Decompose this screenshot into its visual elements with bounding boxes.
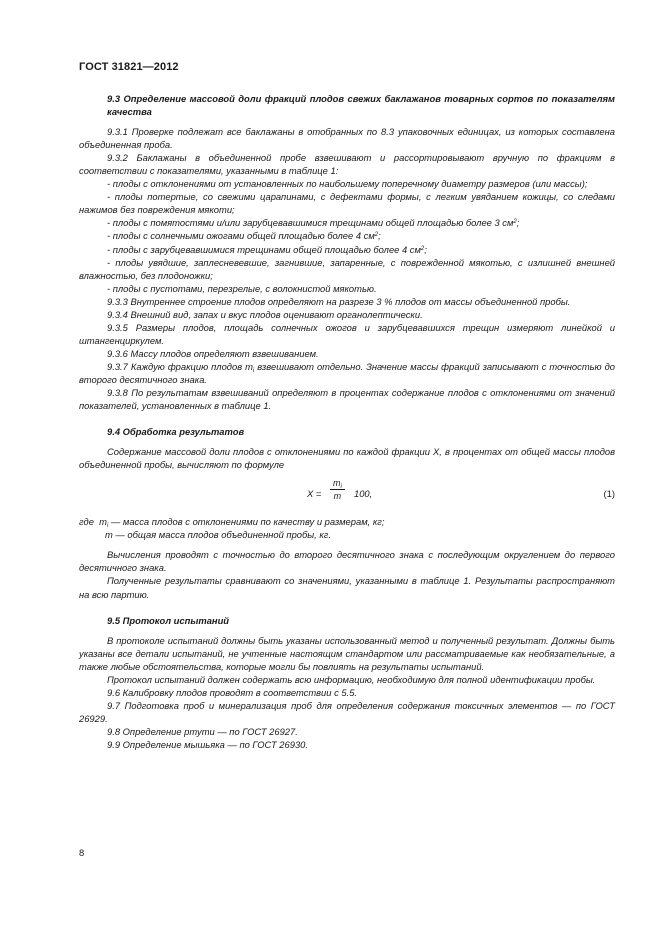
legend-item <box>79 528 615 541</box>
list-item: - плоды с помятостями и/или зарубцевавшимися трещинами общей площадью более 3 $см^2$; <box>107 217 520 229</box>
formula-lhs: X = <box>307 488 322 500</box>
list-item-text: - плоды с помятостями и/или зарубцевавшимися трещинами общей площадью более 3 см <box>107 217 514 229</box>
list-item-text: - плоды с зарубцевавшимися трещинами общей площадью более 4 см <box>107 243 421 255</box>
legend-text: — общая масса плодов объединенной пробы, кг. <box>115 529 332 541</box>
paragraph-9-6: 9.6 Калибровку плодов проводят в соответствии с 5.5. <box>107 686 358 698</box>
paragraph-9-3-2: 9.3.2 Баклажаны в объединенной пробе взвешивают и рассортировывают вручную по фракциям в соответствии с показателями, указанными в таблице 1: <box>79 152 615 177</box>
page-content <box>79 92 615 751</box>
list-item-text: - плоды с солнечными ожогами общей площадью более 4 см <box>107 230 375 242</box>
paragraph-9-4-results: Полученные результаты сравнивают со значениями, указанными в таблице 1. Результаты распространяют на всю партию. <box>79 575 615 600</box>
formula-fraction <box>330 478 345 503</box>
list-item: - плоды с пустотами, перезрелые, с волокнистой мякотью. <box>107 282 377 294</box>
superscript: 2 <box>420 245 425 252</box>
paragraph-9-8: 9.8 Определение ртути — по ГОСТ 26927. <box>107 725 298 737</box>
paragraph-9-4-rounding: Вычисления проводят с точностью до второго десятичного знака с последующим округлением до первого десятичного знака. <box>79 549 615 574</box>
numerator-var: m <box>333 478 341 489</box>
list-item: - плоды с отклонениями от установленных по наибольшему поперечному диаметру размеров (или массы); <box>107 178 588 190</box>
section-9-3-title: 9.3 Определение массовой доли фракций плодов свежих баклажанов товарных сортов по показателям качества <box>107 93 615 118</box>
section-9-4-title: 9.4 Обработка результатов <box>107 426 245 438</box>
paragraph-9-5-1: В протоколе испытаний должны быть указаны использованный метод и полученный результат. Должны быть указаны все детали испытаний, не учтенные настоящим стандартом или рассматриваемые как необязательные, а также любые обстоятельства, которые могли бы повлиять на результаты испытаний. <box>79 634 615 672</box>
paragraph-9-5-2: Протокол испытаний должен содержать всю информацию, необходимую для полной идентификации пробы. <box>107 673 596 685</box>
list-item: - плоды с солнечными ожогами общей площадью более 4 $см^2$; <box>107 230 381 242</box>
legend-var: m <box>105 529 113 541</box>
paragraph-9-3-8: 9.3.8 По результатам взвешиваний определяют в процентах содержание плодов с отклонениями от значений показателей, установленных в таблице 1. <box>79 387 615 412</box>
legend-item <box>79 515 615 528</box>
page-number: 8 <box>79 847 85 858</box>
paragraph-9-3-5: 9.3.5 Размеры плодов, площадь солнечных ожогов и зарубцевавшихся трещин измеряют линейкой и штангенциркулем. <box>79 321 615 346</box>
paragraph-9-3-6: 9.3.6 Массу плодов определяют взвешиванием. <box>107 347 319 359</box>
formula-1 <box>79 478 615 508</box>
superscript: 2 <box>374 232 379 239</box>
paragraph-9-3-3: 9.3.3 Внутреннее строение плодов определяют на разрезе 3 % плодов от массы объединенной пробы. <box>107 295 571 307</box>
text-span: взвешивают отдельно. Значение массы фракций записывают с точностью до второго десятичного знака. <box>79 360 615 385</box>
text-span: 9.3.7 Каждую фракцию плодов m <box>107 360 253 372</box>
paragraph-9-4: Содержание массовой доли плодов с отклонениями по каждой фракции X, в процентах от общей массы плодов объединенной пробы, вычисляют по формуле <box>79 446 615 471</box>
list-item: - плоды с зарубцевавшимися трещинами общей площадью более 4 $см^2$; <box>107 243 427 255</box>
formula-legend <box>79 515 615 541</box>
legend-text: — масса плодов с отклонениями по качеству и размерам, кг; <box>110 516 385 528</box>
superscript: 2 <box>513 219 517 226</box>
legend-var: m <box>99 516 107 528</box>
paragraph-9-7: 9.7 Подготовка проб и минерализация проб для определения содержания токсичных элементов — по ГОСТ 26929. <box>79 699 615 724</box>
subscript: i <box>106 523 109 530</box>
formula-multiplier: 100, <box>354 488 373 500</box>
paragraph-9-3-1: 9.3.1 Проверке подлежат все баклажаны в отобранных по 8.3 упаковочных единицах, из которых составлена объединенная проба. <box>79 126 615 151</box>
list-item: - плоды увядшие, заплесневевшие, загнившие, запаренные, с поврежденной мякотью, с излишней внешней влажностью, без плодоножки; <box>79 256 615 281</box>
paragraph-9-9: 9.9 Определение мышьяка — по ГОСТ 26930. <box>107 738 308 750</box>
subscript: i <box>340 484 342 491</box>
formula-number: (1) <box>603 488 615 500</box>
list-item: - плоды потертые, со свежими царапинами, с дефектами формы, с легким увяданием кожицы, со следами нажимов без повреждения мякоти; <box>79 191 615 216</box>
document-header: ГОСТ 31821—2012 <box>79 61 179 73</box>
paragraph-9-3-7 <box>79 360 615 386</box>
where-prefix: где <box>79 516 94 528</box>
subscript: i <box>252 367 255 374</box>
fraction-numerator <box>330 478 345 490</box>
section-9-5-title: 9.5 Протокол испытаний <box>107 614 230 626</box>
paragraph-9-3-4: 9.3.4 Внешний вид, запах и вкус плодов оценивают органолептически. <box>107 308 423 320</box>
fraction-denominator: m <box>333 491 342 502</box>
